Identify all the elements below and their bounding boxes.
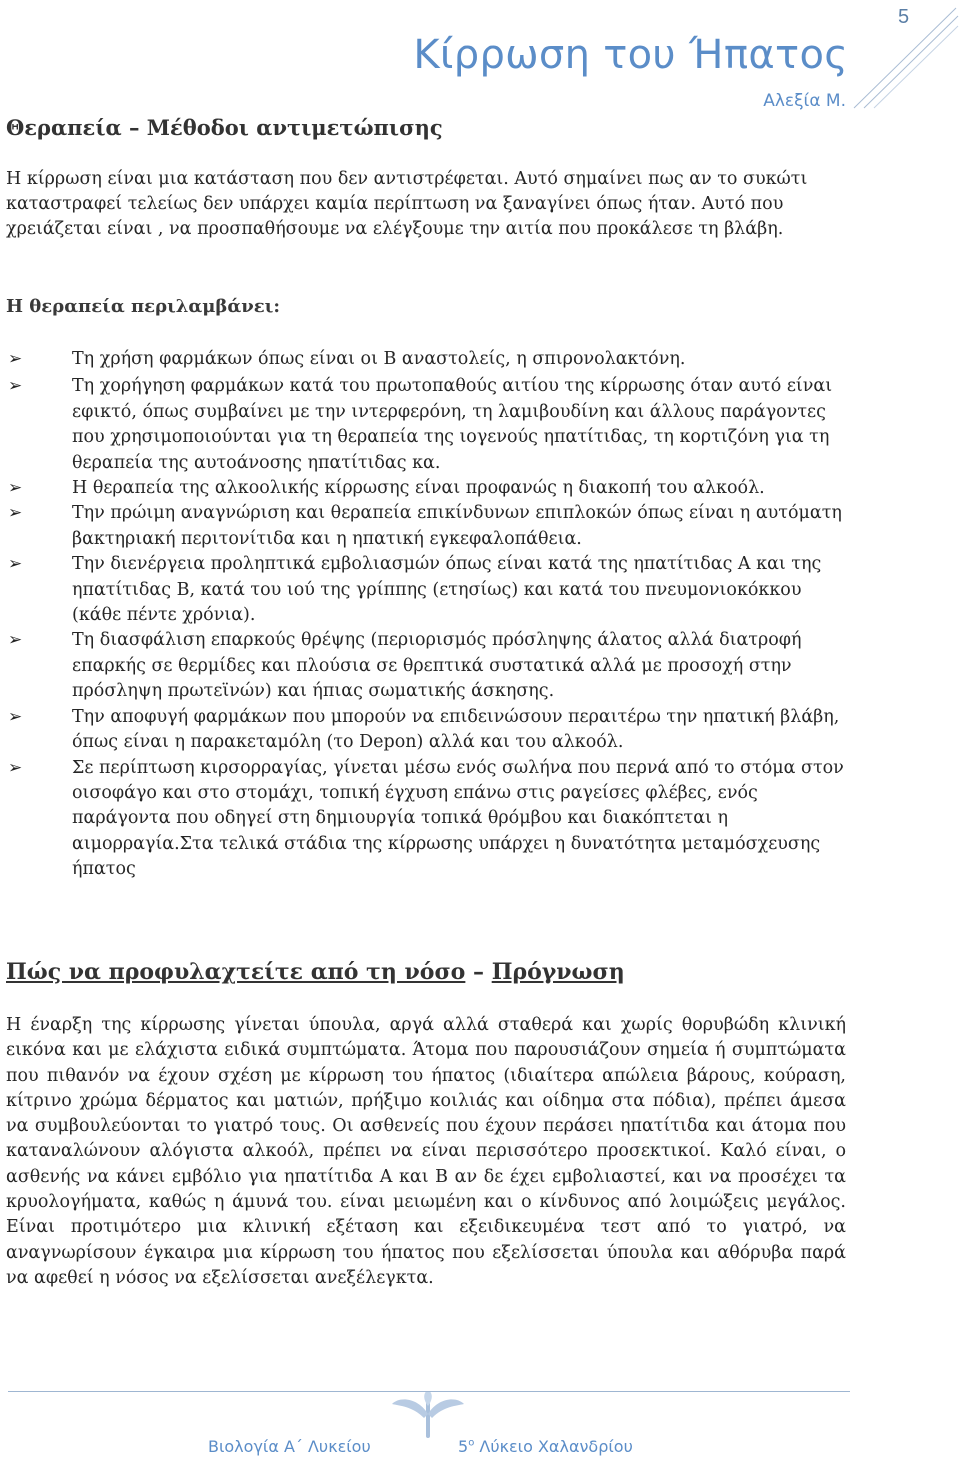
therapy-includes-subheading: Η θεραπεία περιλαμβάνει: — [6, 296, 281, 317]
therapy-bullet-list — [6, 347, 856, 883]
prevention-heading-text: Πώς να προφυλαχτείτε από τη νόσο — [6, 959, 466, 985]
prognosis-paragraph: Η έναρξη της κίρρωσης γίνεται ύπουλα, αργά αλλά σταθερά και χωρίς θορυβώδη κλινική εικόνα και με ελάχιστα ειδικά συμπτώματα. Άτομα που παρουσιάζουν σημεία ή συμπτώματα που πιθανόν να έχουν σχέση με κίρρωση του ήπατος (ιδιαίτερα απώλεια βάρους, κούραση, κίτρινο χρώμα δέρματος και ματιών, πρήξιμο κοιλιάς και οίδημα στα πόδια), πρέπει άμεσα να συμβουλεύονται το γιατρό τους. Οι ασθενείς που έχουν περάσει ηπατίτιδα και άτομα που καταναλώνουν αλόγιστα αλκοόλ, πρέπει να είναι περισσότερο προσεκτικοί. Καλό είναι, ο ασθενής να κάνει εμβόλιο για ηπατίτιδα Α και Β αν δε έχει εμβολιαστεί, και να προσέχει τα κρυολογήματα, καθώς η άμυνά του. είναι μειωμένη και ο κίνδυνος από λοιμώξεις μεγάλος. Είναι προτιμότερο μια κλινική εξέταση και εξειδικευμένα τεστ από το γιατρό, να αναγνωρίσουν έγκαιρα μια κίρρωση του ήπατος που εξελίσσεται ύπουλα και αθόρυβα παρά να αφεθεί η νόσος να εξελίσσεται ανεξέλεγκτα. — [6, 1015, 846, 1288]
list-item — [6, 476, 856, 501]
arrow-bullet-icon: ➢ — [8, 706, 23, 727]
footer-school-label — [458, 1437, 633, 1456]
arrow-bullet-icon: ➢ — [8, 478, 23, 499]
list-item-text: Τη χρήση φαρμάκων όπως είναι οι Β αναστολείς, η σπιρονολακτόνη. — [72, 349, 686, 369]
list-item — [6, 756, 856, 883]
footer-ordinal-suffix: ο — [468, 1437, 475, 1449]
list-item — [6, 501, 856, 552]
arrow-bullet-icon: ➢ — [8, 349, 23, 369]
footer-course-label: Βιολογία Α΄ Λυκείου — [208, 1437, 371, 1456]
heading-dash: – — [465, 959, 492, 985]
list-item-text: Τη διασφάλιση επαρκούς θρέψης (περιορισμός πρόσληψης άλατος αλλά διατροφή επαρκής σε θερμίδες και πλούσια σε θρεπτικά συστατικά αλλά με προσοχή στην πρόσληψη πρωτεϊνών) και ήπιας σωματικής άσκησης. — [72, 630, 802, 702]
footer-school-number: 5 — [458, 1437, 469, 1456]
author-name: Αλεξία Μ. — [763, 91, 846, 111]
list-item-text: Τη χορήγηση φαρμάκων κατά του πρωτοπαθούς αιτίου της κίρρωσης όταν αυτό είναι εφικτό, όπως συμβαίνει με την ιντερφερόνη, τη λαμιβουδίνη και άλλους παράγοντες που χρησιμοποιούνται για τη θεραπεία της ιογενούς ηπατίτιδας, τη κορτιζόνη για τη θεραπεία της αυτοάνοσης ηπατίτιδας κα. — [72, 376, 833, 473]
list-item-text: Την διενέργεια προληπτικά εμβολιασμών όπως είναι κατά της ηπατίτιδας Α και της ηπατίτιδας Β, κατά του ιού της γρίππης (ετησίως) και κατά του πνευμονιοκόκκου (κάθε πέντε χρόνια). — [72, 554, 822, 626]
list-item-text: Την πρώιμη αναγνώριση και θεραπεία επικίνδυνων επιπλοκών όπως είναι η αυτόματη βακτηριακή περιτονίτιδα και η ηπατική εγκεφαλοπάθεια. — [72, 503, 842, 549]
prognosis-heading-text: Πρόγνωση — [491, 959, 625, 985]
footer-school-name: Λύκειο Χαλανδρίου — [474, 1437, 633, 1456]
arrow-bullet-icon: ➢ — [8, 630, 23, 651]
corner-ribbon-decoration — [850, 0, 960, 110]
list-item — [6, 374, 856, 476]
arrow-bullet-icon: ➢ — [8, 376, 23, 397]
list-item — [6, 628, 856, 704]
document-title: Κίρρωση του Ήπατος — [413, 32, 848, 78]
arrow-bullet-icon: ➢ — [8, 503, 23, 524]
list-item — [6, 705, 856, 756]
page-number: 5 — [898, 6, 910, 28]
arrow-bullet-icon: ➢ — [8, 554, 23, 575]
therapy-intro-paragraph: Η κίρρωση είναι μια κατάσταση που δεν αντιστρέφεται. Αυτό σημαίνει πως αν το συκώτι καταστραφεί τελείως δεν υπάρχει καμία περίπτωση να ξαναγίνει όπως ήταν. Αυτό που χρειάζεται είναι , να προσπαθήσουμε να ελέγξουμε την αιτία που προκάλεσε τη βλάβη. — [6, 169, 808, 239]
therapy-heading: Θεραπεία – Μέθοδοι αντιμετώπισης — [6, 115, 443, 140]
arrow-bullet-icon: ➢ — [8, 757, 23, 778]
fleur-logo-icon — [388, 1392, 468, 1438]
list-item — [6, 347, 856, 372]
prevention-prognosis-heading — [6, 959, 625, 985]
list-item-text: Σε περίπτωση κιρσορραγίας, γίνεται μέσω ενός σωλήνα που περνά από το στόμα στον οισοφάγο και στο στομάχι, τοπική έγχυση επάνω στις ραγείσες φλέβες, ενός παράγοντα που οδηγεί στη δημιουργία τοπικά θρόμβου και διακόπτεται η αιμορραγία.Στα τελικά στάδια της κίρρωσης υπάρχει η δυνατότητα μεταμόσχευσης ήπατος — [72, 757, 844, 880]
list-item — [6, 552, 856, 628]
list-item-text: Η θεραπεία της αλκοολικής κίρρωσης είναι προφανώς η διακοπή του αλκοόλ. — [72, 478, 765, 499]
list-item-text: Την αποφυγή φαρμάκων που μπορούν να επιδεινώσουν περαιτέρω την ηπατική βλάβη, όπως είναι η παρακεταμόλη (το Depon) αλλά και του αλκοόλ. — [72, 706, 840, 753]
